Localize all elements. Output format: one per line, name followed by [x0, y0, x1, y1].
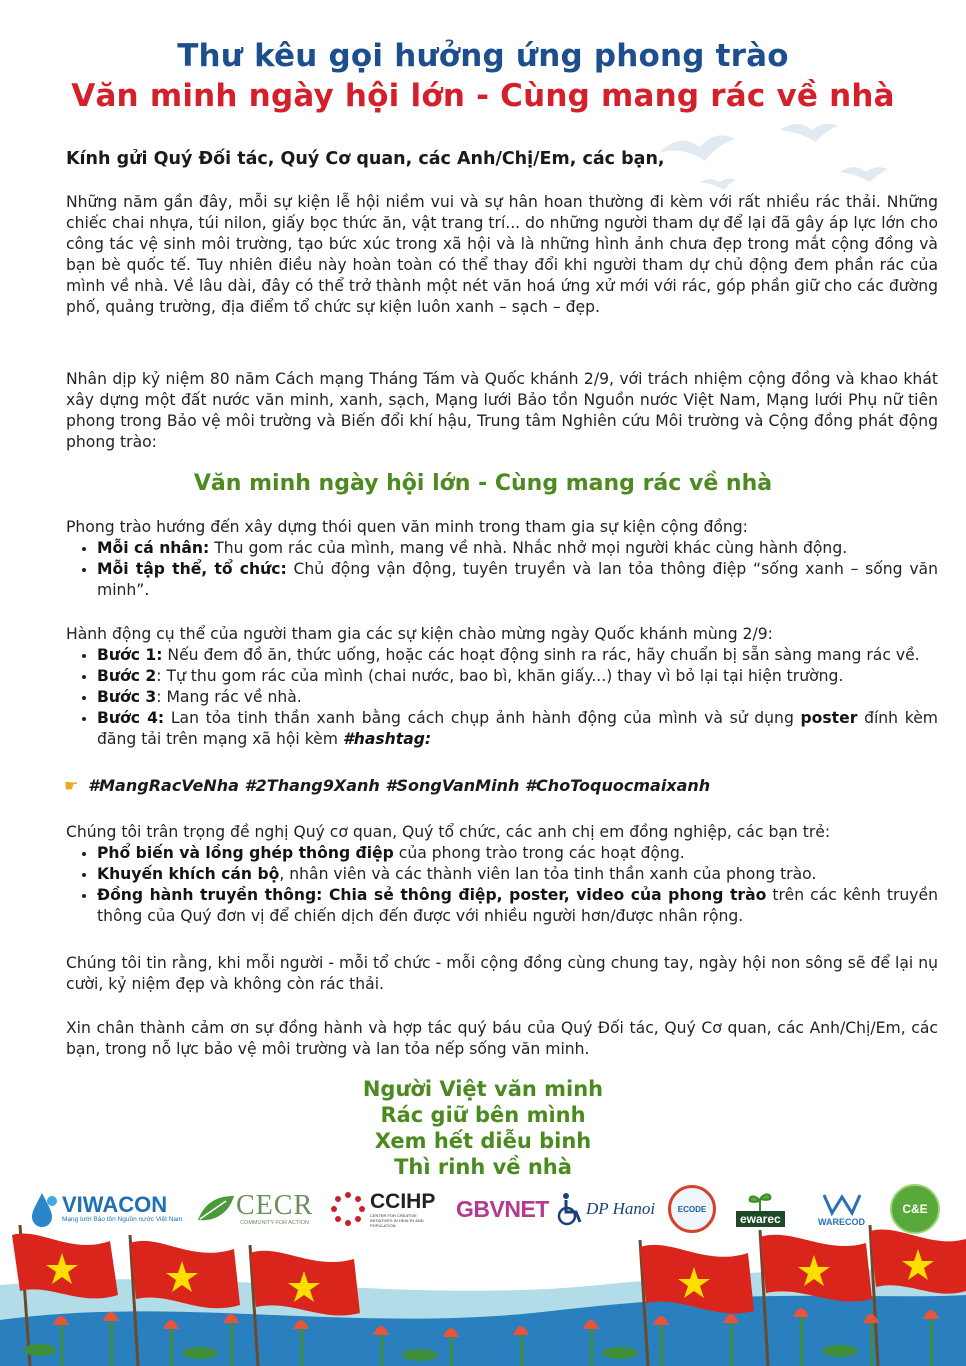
ce-name: C&E: [902, 1202, 928, 1216]
list-item: [97, 645, 938, 666]
paragraph-belief: Chúng tôi tin rằng, khi mỗi người - mỗi tổ chức - mỗi cộng đồng cùng chung tay, ngày hội non sông sẽ để lại nụ cười, kỷ niệm đẹp và không còn rác thải.: [66, 954, 938, 993]
list-item: [97, 864, 938, 885]
ewarec-name: ewarec: [736, 1211, 785, 1227]
step-text: Lan tỏa tinh thần xanh bằng cách chụp ảnh hành động của mình và sử dụng: [164, 709, 801, 727]
title-line-2: Văn minh ngày hội lớn - Cùng mang rác về nhà: [71, 78, 895, 114]
step-label: Bước 3: [97, 688, 157, 706]
item-label: Mỗi tập thể, tổ chức:: [97, 560, 287, 578]
list-item: [97, 885, 938, 927]
gbvnet-name: GBVNET: [456, 1195, 549, 1222]
item-text: Chủ động vận động, tuyên truyền và lan tỏa thông điệp “sống xanh – sống văn minh”.: [97, 560, 938, 599]
item-text: , nhân viên và các thành viên lan tỏa tinh thần xanh của phong trào.: [279, 865, 817, 883]
water-drop-icon: [30, 1189, 60, 1229]
cecr-sub: COMMUNITY FOR ACTION: [240, 1220, 310, 1226]
steps-list: [66, 645, 938, 750]
hashtags-text: #MangRacVeNha #2Thang9Xanh #SongVanMinh #ChoToquocmaixanh: [88, 776, 711, 795]
ccihp-sub: CENTER FOR CREATIVE INITIATIVES IN HEALTH AND POPULATION: [370, 1212, 424, 1228]
closing-line-2: Rác giữ bên mình: [380, 1103, 586, 1127]
title-line-1: Thư kêu gọi hưởng ứng phong trào: [177, 38, 789, 74]
paragraph-intro: Những năm gần đây, mỗi sự kiện lễ hội niềm vui và sự hân hoan thường đi kèm với rất nhiều rác thải. Những chiếc chai nhựa, túi nilon, giấy bọc thức ăn, vật trang trí... do những người tham dự để lại đã gây áp lực lớn cho công tác vệ sinh môi trường, tạo bức xúc trong xã hội và là những hình ảnh chưa đẹp trong mắt cộng đồng và bạn bè quốc tế. Tuy nhiên điều này hoàn toàn có thể thay đổi khi người tham dự chủ động đem phần rác của mình về nhà. Về lâu dài, đây có thể trở thành một nét văn hoá ứng xử mới với rác, góp phần giữ cho các đường phố, quảng trường, địa điểm tổ chức sự kiện luôn xanh – sạch – đẹp.: [66, 193, 938, 316]
goal-list: [66, 538, 938, 601]
dphanoi-name: DP Hanoi: [586, 1199, 656, 1218]
list-item: [97, 687, 938, 708]
closing-line-3: Xem hết diễu binh: [374, 1129, 592, 1153]
closing-slogan: [0, 1076, 966, 1180]
campaign-slogan: Văn minh ngày hội lớn - Cùng mang rác về nhà: [193, 471, 773, 496]
leaf-icon: [196, 1192, 236, 1226]
pointing-hand-icon: ☛: [64, 776, 79, 795]
goal-intro: Phong trào hướng đến xây dựng thói quen văn minh trong tham gia sự kiện cộng đồng:: [66, 518, 748, 536]
step-text: : Tự thu gom rác của mình (chai nước, bao bì, khăn giấy...) thay vì bỏ lại tại hiện trường.: [156, 667, 844, 685]
viwacon-sub: Mạng lưới Bảo tồn Nguồn nước Việt Nam: [62, 1216, 183, 1223]
list-item: [97, 708, 938, 750]
item-label: Đồng hành truyền thông: Chia sẻ thông điệp, poster, video của phong trào: [97, 886, 767, 904]
ecode-name: ECODE: [677, 1204, 707, 1214]
item-text: của phong trào trong các hoạt động.: [393, 844, 685, 862]
hashtag-word: #hashtag:: [342, 730, 432, 748]
bottom-scene: [0, 1225, 966, 1366]
cecr-name: CECR: [236, 1190, 314, 1221]
item-label: Phổ biến và lồng ghép thông điệp: [97, 844, 394, 862]
hashtag-line: [64, 776, 710, 795]
wheelchair-icon: [556, 1192, 586, 1226]
request-list: [66, 843, 938, 927]
list-item: [97, 843, 938, 864]
greeting: Kính gửi Quý Đối tác, Quý Cơ quan, các Anh/Chị/Em, các bạn,: [66, 149, 665, 169]
sun-circle-icon: [330, 1191, 366, 1227]
list-item: [97, 538, 938, 559]
ccihp-name: CCIHP: [370, 1189, 436, 1213]
paragraph-occasion: Nhân dịp kỷ niệm 80 năm Cách mạng Tháng Tám và Quốc khánh 2/9, với trách nhiệm cộng đồng và khao khát xây dựng một đất nước văn minh, xanh, sạch, Mạng lưới Bảo tồn Nguồn nước Việt Nam, Mạng lưới Phụ nữ tiên phong trong Bảo vệ môi trường và Biến đổi khí hậu, Trung tâm Nghiên cứu Môi trường và Cộng đồng phát động phong trào:: [66, 370, 938, 451]
step-label: Bước 4:: [97, 709, 165, 727]
step-label: Bước 2: [97, 667, 157, 685]
item-label: Mỗi cá nhân:: [97, 539, 210, 557]
list-item: [97, 559, 938, 601]
closing-line-4: Thì rinh về nhà: [394, 1155, 572, 1179]
paragraph-thanks: Xin chân thành cảm ơn sự đồng hành và hợp tác quý báu của Quý Đối tác, Quý Cơ quan, các Anh/Chị/Em, các bạn, trong nỗ lực bảo vệ môi trường và lan tỏa nếp sống văn minh.: [66, 1019, 938, 1058]
steps-intro: Hành động cụ thể của người tham gia các sự kiện chào mừng ngày Quốc khánh mùng 2/9:: [66, 625, 773, 643]
item-label: Khuyến khích cán bộ: [97, 865, 280, 883]
item-text: trên các kênh truyền thông của Quý đơn vị để chiến dịch đến được với nhiều người hơn/được nhân rộng.: [97, 886, 938, 925]
list-item: [97, 666, 938, 687]
poster-word: poster: [800, 709, 858, 727]
step-text: Nếu đem đồ ăn, thức uống, hoặc các hoạt động sinh ra rác, hãy chuẩn bị sẵn sàng mang rác về.: [162, 646, 920, 664]
plant-icon: [746, 1191, 774, 1211]
step-text-2: đính kèm đăng tải trên mạng xã hội kèm: [97, 709, 938, 748]
step-text: : Mang rác về nhà.: [156, 688, 302, 706]
wave-w-icon: [822, 1191, 862, 1217]
warecod-name: WARECOD: [818, 1217, 865, 1227]
request-section: [66, 822, 938, 927]
viwacon-name: VIWACON: [62, 1192, 168, 1217]
closing-line-1: Người Việt văn minh: [362, 1077, 604, 1101]
goal-section: [66, 517, 938, 601]
item-text: Thu gom rác của mình, mang về nhà. Nhắc nhở mọi người khác cùng hành động.: [209, 539, 848, 557]
request-intro: Chúng tôi trân trọng đề nghị Quý cơ quan, Quý tổ chức, các anh chị em đồng nghiệp, các bạn trẻ:: [66, 823, 831, 841]
steps-section: [66, 624, 938, 750]
step-label: Bước 1:: [97, 646, 163, 664]
